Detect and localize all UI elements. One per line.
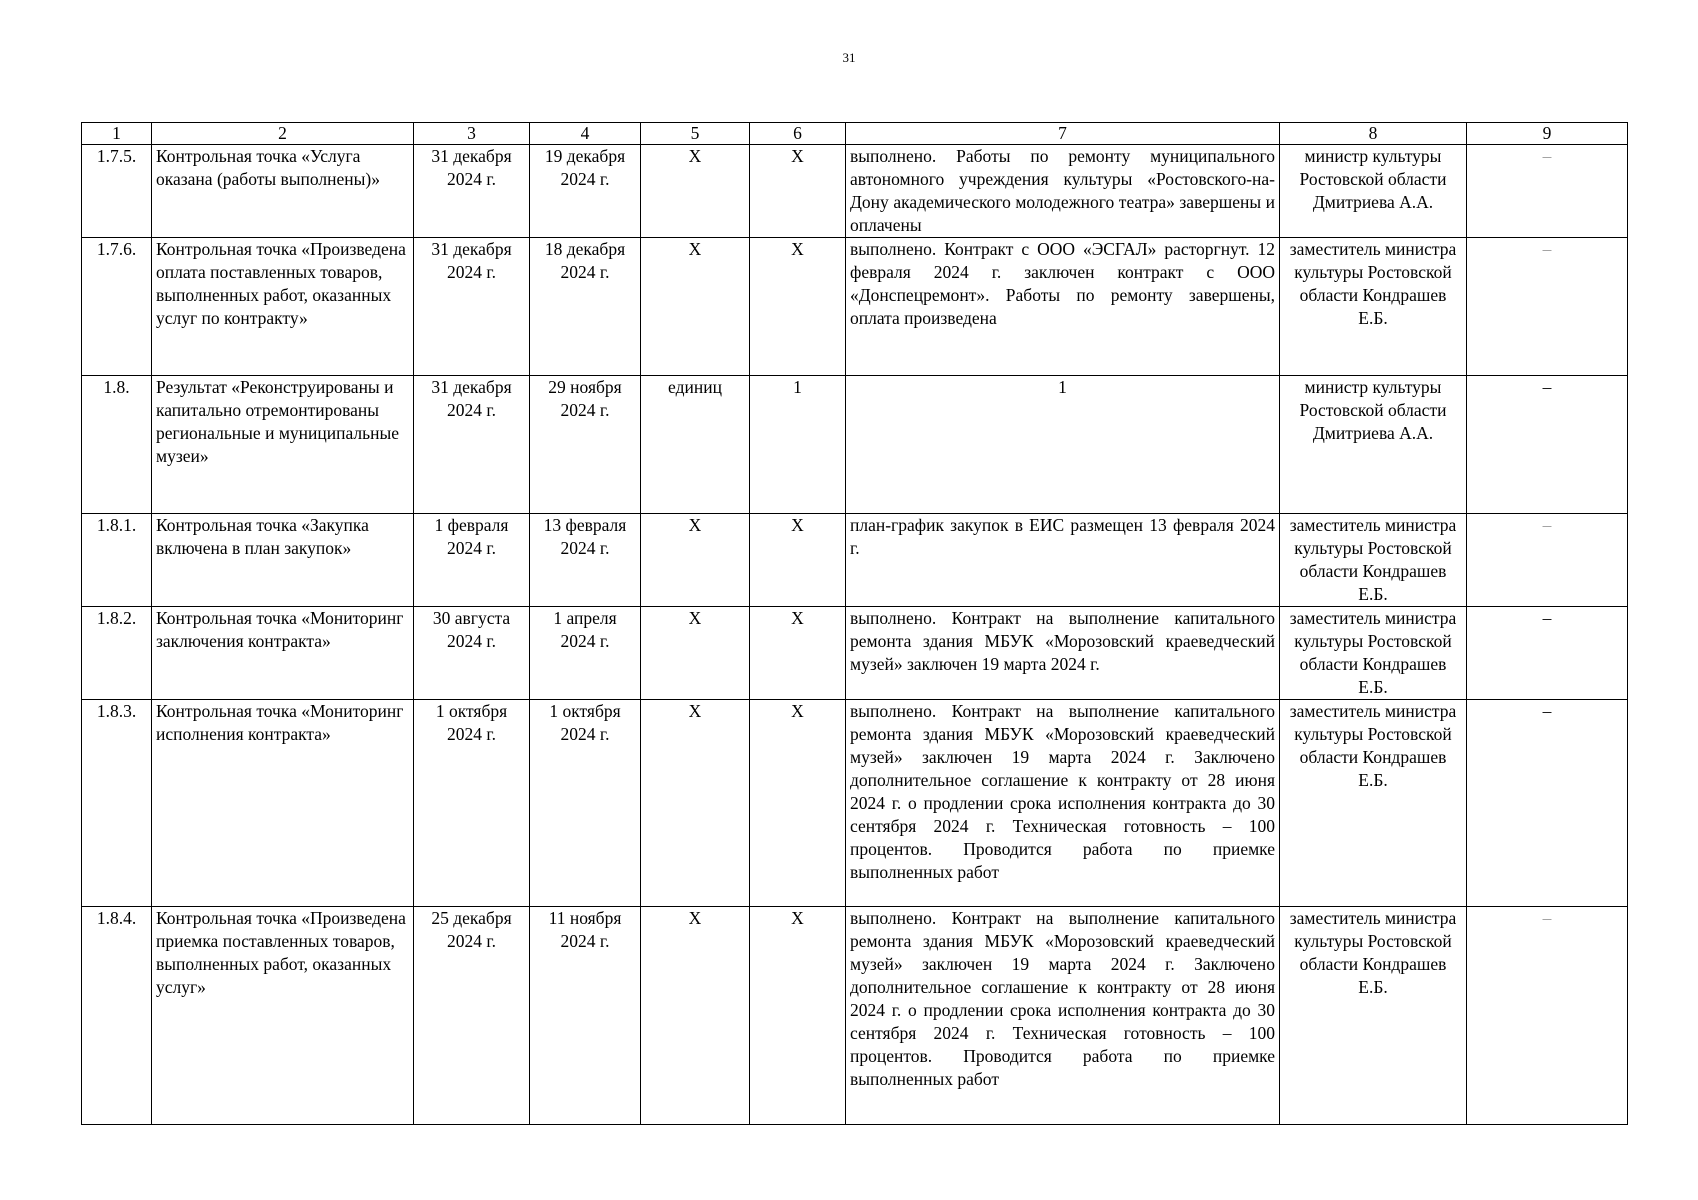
fact-date: 29 ноября 2024 г. <box>530 376 641 514</box>
note-dash: – <box>1542 377 1552 397</box>
row-number: 1.8. <box>82 376 152 514</box>
plan-date: 25 декабря 2024 г. <box>414 907 530 1125</box>
column-header: 2 <box>152 123 414 145</box>
note <box>1467 376 1628 514</box>
table-row <box>82 700 1628 907</box>
value: Х <box>750 145 846 238</box>
note-dash: – <box>1542 146 1552 166</box>
unit: Х <box>641 145 750 238</box>
column-header: 3 <box>414 123 530 145</box>
plan-date: 31 декабря 2024 г. <box>414 376 530 514</box>
status-text: выполнено. Контракт на выполнение капитального ремонта здания МБУК «Морозовский краеведческий музей» заключен 19 марта 2024 г. <box>846 607 1280 700</box>
status-text: выполнено. Работы по ремонту муниципального автономного учреждения культуры «Ростовского-на-Дону академического молодежного театра» завершены и оплачены <box>846 145 1280 238</box>
responsible-person: заместитель министра культуры Ростовской области Кондрашев Е.Б. <box>1280 514 1467 607</box>
column-header: 8 <box>1280 123 1467 145</box>
note <box>1467 907 1628 1125</box>
table-row <box>82 145 1628 238</box>
report-table <box>81 122 1628 1125</box>
note <box>1467 238 1628 376</box>
row-name: Контрольная точка «Закупка включена в план закупок» <box>152 514 414 607</box>
status-text: выполнено. Контракт с ООО «ЭСГАЛ» расторгнут. 12 февраля 2024 г. заключен контракт с ООО «Донспецремонт». Работы по ремонту завершены, оплата произведена <box>846 238 1280 376</box>
value: 1 <box>750 376 846 514</box>
table-row <box>82 514 1628 607</box>
fact-date: 18 декабря 2024 г. <box>530 238 641 376</box>
fact-date: 11 ноября 2024 г. <box>530 907 641 1125</box>
value: Х <box>750 700 846 907</box>
row-name: Контрольная точка «Мониторинг исполнения контракта» <box>152 700 414 907</box>
plan-date: 31 декабря 2024 г. <box>414 145 530 238</box>
row-name: Контрольная точка «Произведена приемка поставленных товаров, выполненных работ, оказанных услуг» <box>152 907 414 1125</box>
column-header: 1 <box>82 123 152 145</box>
responsible-person: заместитель министра культуры Ростовской области Кондрашев Е.Б. <box>1280 607 1467 700</box>
table-row <box>82 607 1628 700</box>
note <box>1467 145 1628 238</box>
column-header: 9 <box>1467 123 1628 145</box>
responsible-person: заместитель министра культуры Ростовской области Кондрашев Е.Б. <box>1280 700 1467 907</box>
fact-date: 1 апреля 2024 г. <box>530 607 641 700</box>
column-header: 4 <box>530 123 641 145</box>
row-number: 1.8.4. <box>82 907 152 1125</box>
status-text: выполнено. Контракт на выполнение капитального ремонта здания МБУК «Морозовский краеведческий музей» заключен 19 марта 2024 г. Заключено дополнительное соглашение к контракту от 28 июня 2024 г. о продлении срока исполнения контракта до 30 сентября 2024 г. Техническая готовность – 100 процентов. Проводится работа по приемке выполненных работ <box>846 907 1280 1125</box>
note-dash: – <box>1542 239 1552 259</box>
responsible-person: министр культуры Ростовской области Дмитриева А.А. <box>1280 376 1467 514</box>
note-dash: – <box>1542 515 1552 535</box>
unit: Х <box>641 907 750 1125</box>
row-number: 1.7.6. <box>82 238 152 376</box>
fact-date: 13 февраля 2024 г. <box>530 514 641 607</box>
column-header: 7 <box>846 123 1280 145</box>
unit: единиц <box>641 376 750 514</box>
value: Х <box>750 907 846 1125</box>
note-dash: – <box>1542 608 1552 628</box>
row-name: Контрольная точка «Услуга оказана (работы выполнены)» <box>152 145 414 238</box>
table-row <box>82 907 1628 1125</box>
responsible-person: заместитель министра культуры Ростовской области Кондрашев Е.Б. <box>1280 238 1467 376</box>
responsible-person: заместитель министра культуры Ростовской области Кондрашев Е.Б. <box>1280 907 1467 1125</box>
row-number: 1.7.5. <box>82 145 152 238</box>
note-dash: – <box>1542 701 1552 721</box>
row-number: 1.8.1. <box>82 514 152 607</box>
note <box>1467 700 1628 907</box>
column-number-row <box>82 123 1628 145</box>
note <box>1467 514 1628 607</box>
fact-date: 19 декабря 2024 г. <box>530 145 641 238</box>
table-row <box>82 376 1628 514</box>
value: Х <box>750 607 846 700</box>
plan-date: 1 октября 2024 г. <box>414 700 530 907</box>
status-text: 1 <box>846 376 1280 514</box>
row-name: Контрольная точка «Мониторинг заключения контракта» <box>152 607 414 700</box>
note-dash: – <box>1542 908 1552 928</box>
status-text: выполнено. Контракт на выполнение капитального ремонта здания МБУК «Морозовский краеведческий музей» заключен 19 марта 2024 г. Заключено дополнительное соглашение к контракту от 28 июня 2024 г. о продлении срока исполнения контракта до 30 сентября 2024 г. Техническая готовность – 100 процентов. Проводится работа по приемке выполненных работ <box>846 700 1280 907</box>
row-name: Контрольная точка «Произведена оплата поставленных товаров, выполненных работ, оказанных услуг по контракту» <box>152 238 414 376</box>
row-number: 1.8.2. <box>82 607 152 700</box>
fact-date: 1 октября 2024 г. <box>530 700 641 907</box>
plan-date: 31 декабря 2024 г. <box>414 238 530 376</box>
row-number: 1.8.3. <box>82 700 152 907</box>
unit: Х <box>641 607 750 700</box>
column-header: 5 <box>641 123 750 145</box>
unit: Х <box>641 238 750 376</box>
unit: Х <box>641 700 750 907</box>
table-row <box>82 238 1628 376</box>
plan-date: 1 февраля 2024 г. <box>414 514 530 607</box>
column-header: 6 <box>750 123 846 145</box>
table-body <box>82 145 1628 1125</box>
value: Х <box>750 238 846 376</box>
status-text: план-график закупок в ЕИС размещен 13 февраля 2024 г. <box>846 514 1280 607</box>
page-number: 31 <box>842 50 856 65</box>
responsible-person: министр культуры Ростовской области Дмитриева А.А. <box>1280 145 1467 238</box>
note <box>1467 607 1628 700</box>
row-name: Результат «Реконструированы и капитально отремонтированы региональные и муниципальные музеи» <box>152 376 414 514</box>
unit: Х <box>641 514 750 607</box>
plan-date: 30 августа 2024 г. <box>414 607 530 700</box>
value: Х <box>750 514 846 607</box>
